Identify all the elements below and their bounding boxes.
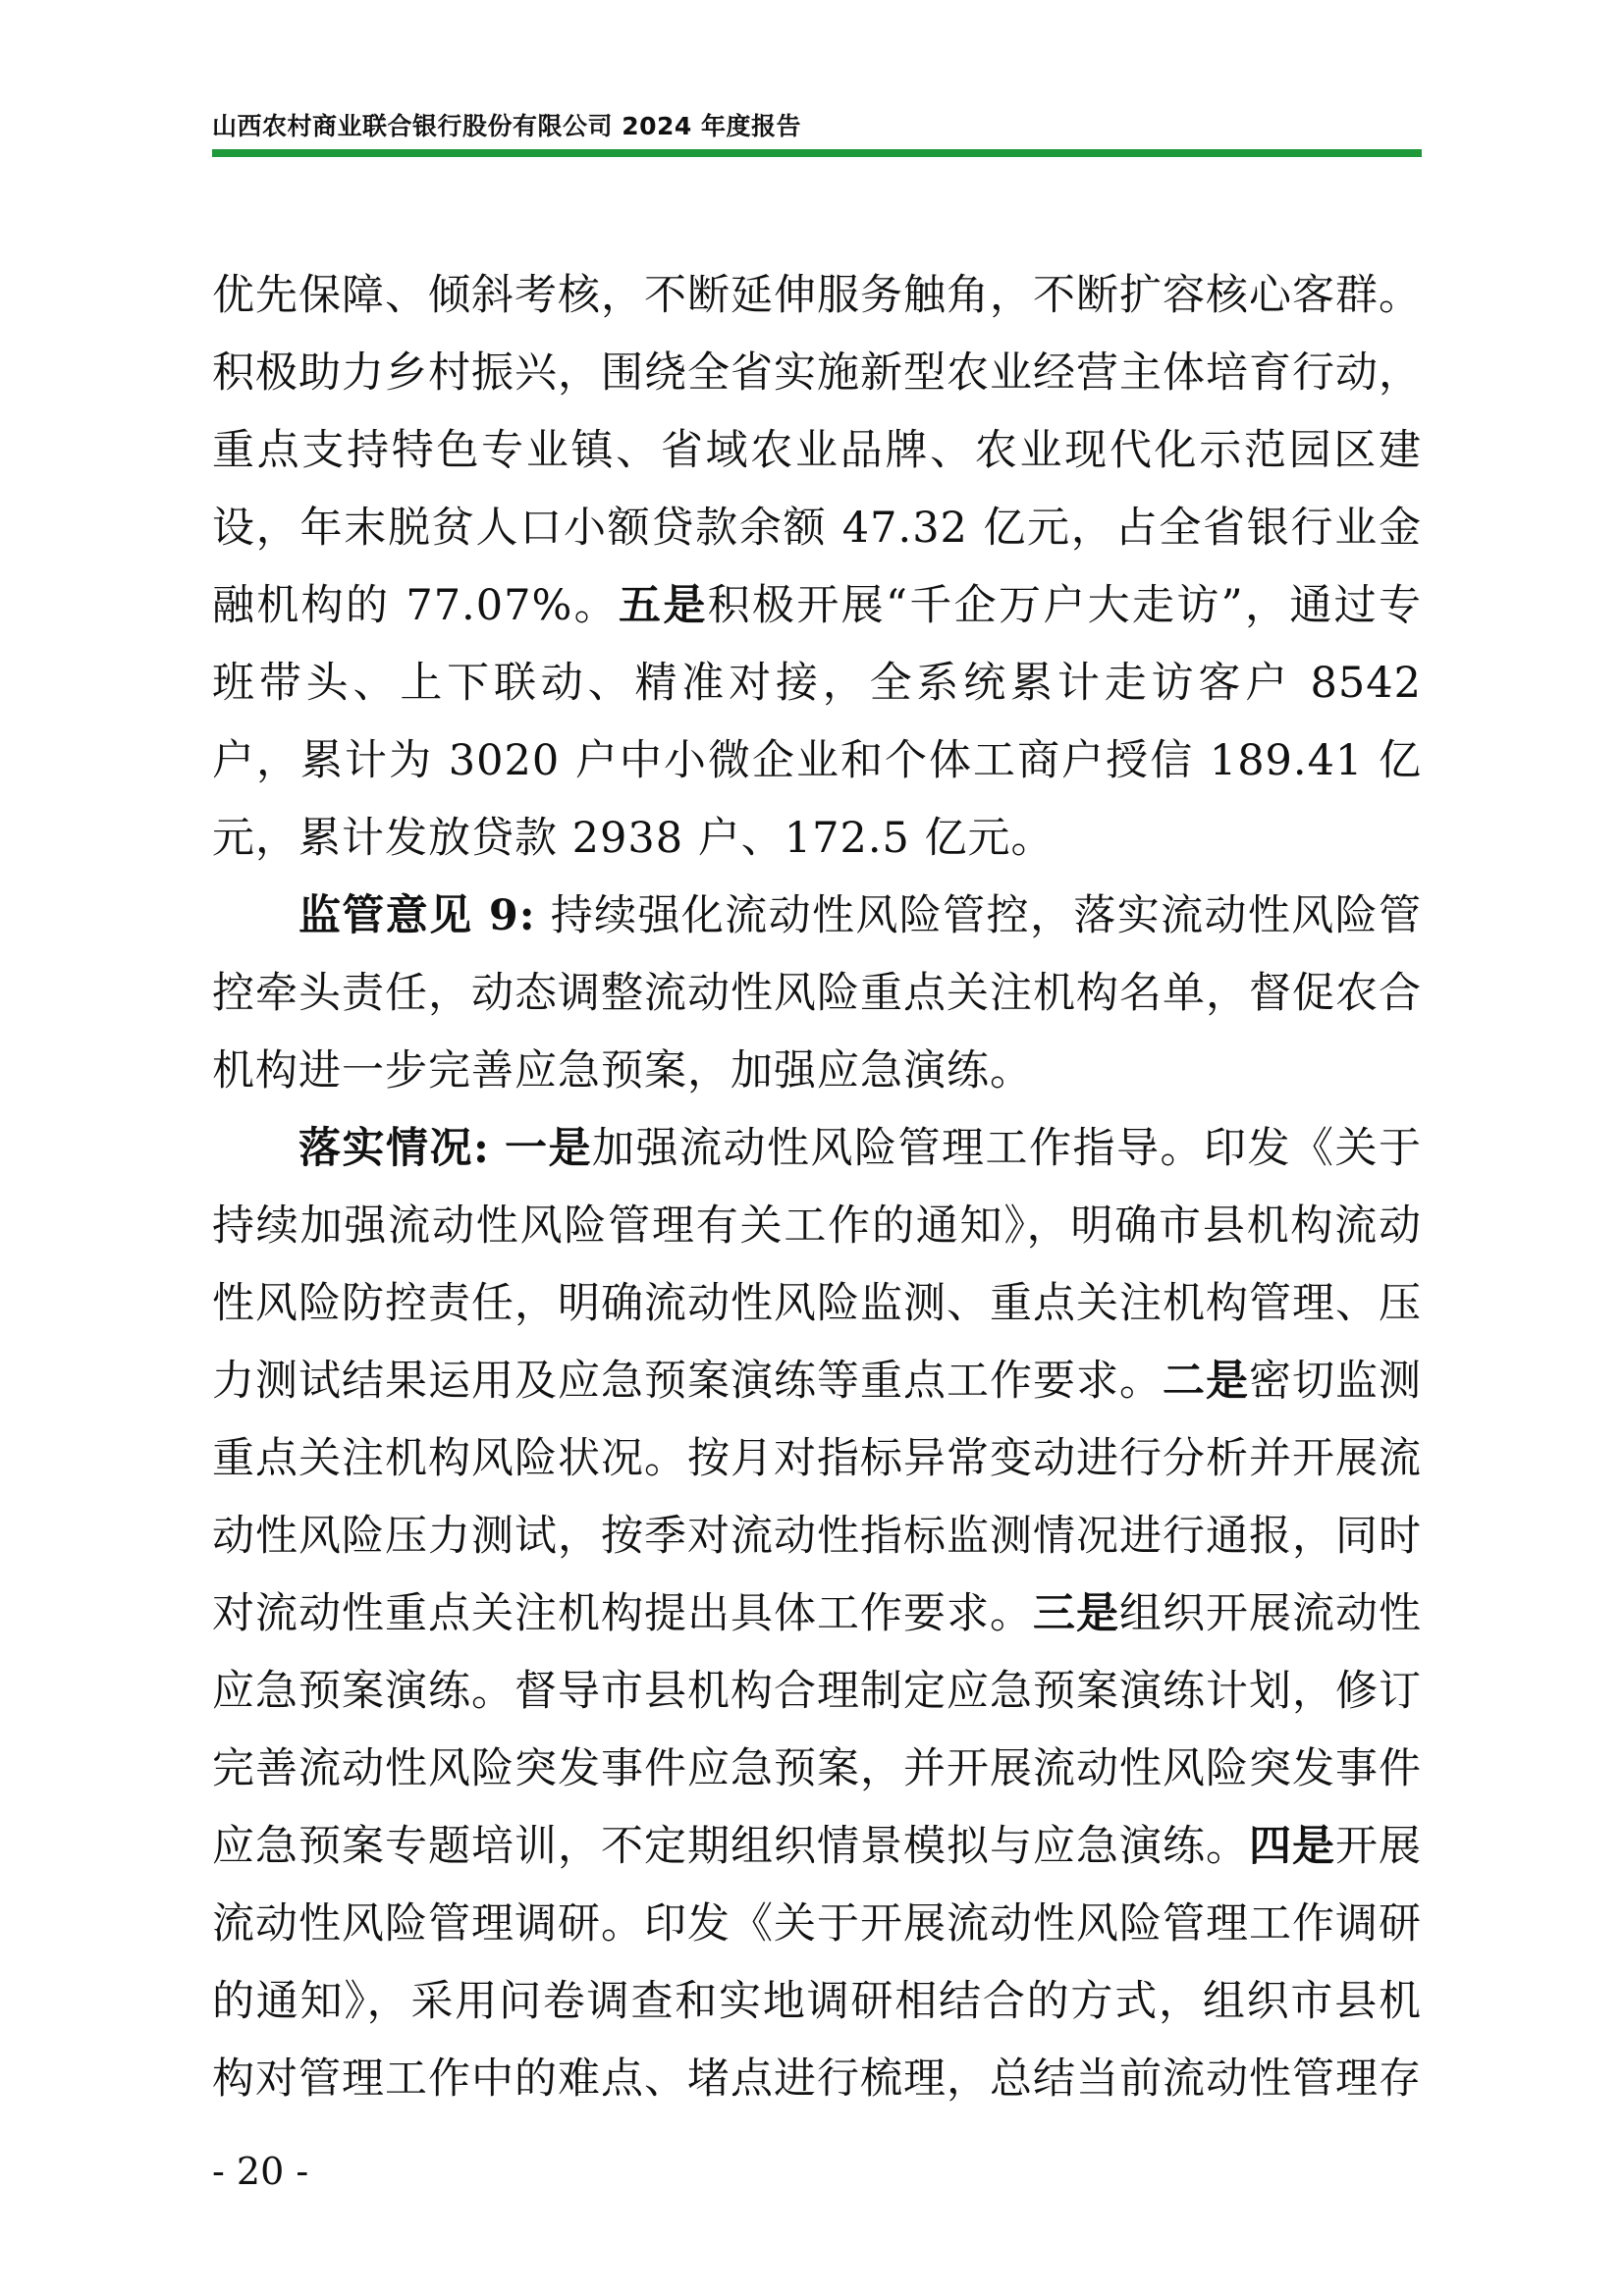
- document-body: [212, 257, 1422, 2118]
- page-header: [212, 110, 1422, 157]
- ordinal-four: 四是: [1249, 1822, 1335, 1871]
- paragraph-opinion-9: [212, 878, 1422, 1110]
- ordinal-one: 一是: [505, 1124, 593, 1173]
- text-run: 加强流动性风险管理工作指导。印发《关于持续加强流动性风险管理有关工作的通知》，明确市县机构流动性风险防控责任，明确流动性风险监测、重点关注机构管理、压力测试结果运用及应急预案演练等重点工作要求。: [212, 1124, 1423, 1406]
- paragraph-implementation: [212, 1110, 1422, 2118]
- page-number: - 20 -: [212, 2150, 309, 2193]
- header-rule: [212, 149, 1422, 157]
- text-run: 持续强化流动性风险管控，落实流动性风险管控牵头责任，动态调整流动性风险重点关注机构名单，督促农合机构进一步完善应急预案，加强应急演练。: [212, 891, 1423, 1095]
- text-run: 开展流动性风险管理调研。印发《关于开展流动性风险管理工作调研的通知》，采用问卷调查和实地调研相结合的方式，组织市县机构对管理工作中的难点、堵点进行梳理，总结当前流动性管理存: [212, 1822, 1422, 2104]
- report-title: 山西农村商业联合银行股份有限公司 2024 年度报告: [212, 112, 801, 140]
- paragraph-1: [212, 257, 1422, 878]
- ordinal-two: 二是: [1163, 1357, 1249, 1406]
- text-run: 积极开展“千企万户大走访”，通过专班带头、上下联动、精准对接，全系统累计走访客户 8542 户，累计为 3020 户中小微企业和个体工商户授信 189.41 亿元，累计发放贷款 2938 户、172.5 亿元。: [212, 581, 1422, 863]
- text-run: 密切监测重点关注机构风险状况。按月对指标异常变动进行分析并开展流动性风险压力测试，按季对流动性指标监测情况进行通报，同时对流动性重点关注机构提出具体工作要求。: [212, 1357, 1422, 1638]
- implementation-heading: 落实情况:: [298, 1124, 490, 1173]
- text-run: [490, 1124, 505, 1173]
- ordinal-three: 三是: [1033, 1589, 1119, 1638]
- text-run: 优先保障、倾斜考核，不断延伸服务触角，不断扩容核心客群。积极助力乡村振兴，围绕全省实施新型农业经营主体培育行动，重点支持特色专业镇、省域农业品牌、农业现代化示范园区建设，年末脱贫人口小额贷款余额 47.32 亿元，占全省银行业金融机构的 77.07%。: [212, 271, 1422, 630]
- text-run: 组织开展流动性应急预案演练。督导市县机构合理制定应急预案演练计划，修订完善流动性风险突发事件应急预案，并开展流动性风险突发事件应急预案专题培训，不定期组织情景模拟与应急演练。: [212, 1589, 1422, 1871]
- opinion-heading: 监管意见 9:: [298, 891, 536, 940]
- ordinal-five: 五是: [618, 581, 708, 630]
